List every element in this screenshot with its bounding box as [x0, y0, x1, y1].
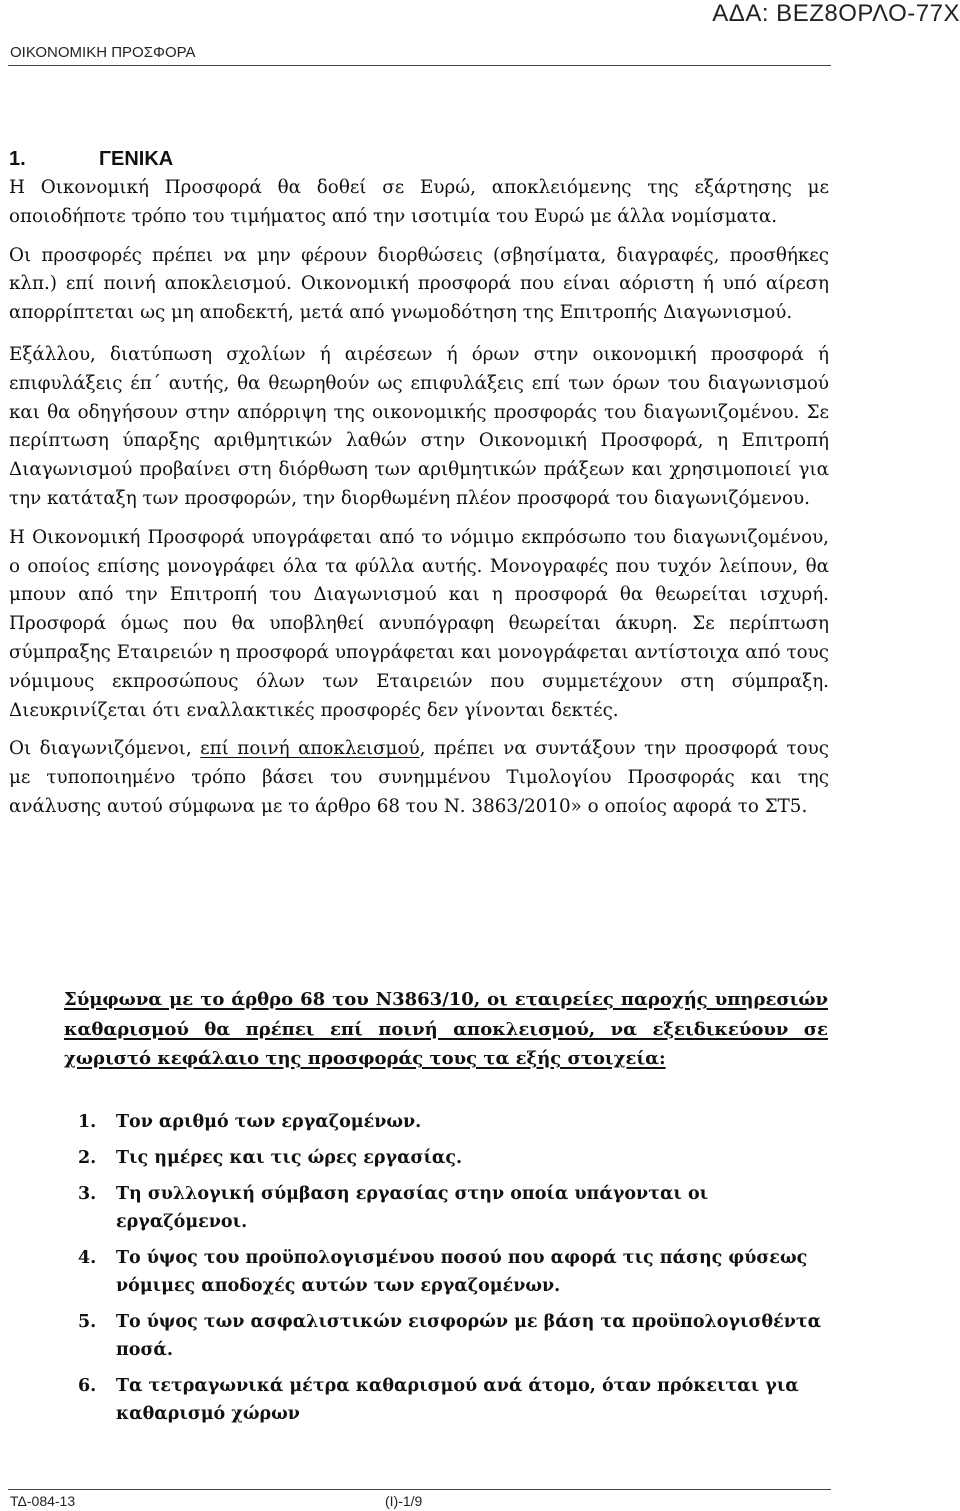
list-item: [78, 1244, 838, 1300]
list-item-text: Τον αριθμό των εργαζομένων.: [116, 1112, 422, 1132]
section-title: ΓΕΝΙΚΑ: [99, 148, 174, 170]
paragraph-signature: Η Οικονομική Προσφορά υπογράφεται από το νόμιμο εκπρόσωπο του διαγωνιζομένου, ο οποίος επίσης μονογράφει όλα τα φύλλα αυτής. Μονογραφές που τυχόν λείπουν, θα μπουν από την Επιτροπή του Διαγωνισμού και η προσφορά θα θεωρείται ισχυρή. Προσφορά όμως που θα υποβληθεί ανυπόγραφη θεωρείται άκυρη. Σε περίπτωση σύμπραξης Εταιρειών η προσφορά υπογράφεται και μονογράφεται αντίστοιχα από τους νόμιμους εκπροσώπους όλων των Εταιρειών που συμμετέχουν στη σύμπραξη. Διευκρινίζεται ότι εναλλακτικές προσφορές δεν γίνονται δεκτές.: [9, 526, 829, 721]
list-item-number: 2.: [78, 1148, 97, 1168]
paragraph-format-start: Οι διαγωνιζόμενοι,: [9, 738, 201, 760]
list-item-number: 5.: [78, 1312, 97, 1332]
section-heading: [9, 145, 829, 174]
list-item-number: 4.: [78, 1248, 97, 1268]
list-item: [78, 1372, 838, 1428]
requirement-intro: [64, 985, 828, 1074]
list-item-text: Τις ημέρες και τις ώρες εργασίας.: [116, 1148, 463, 1168]
list-item: [78, 1180, 838, 1236]
list-item-text: Τη συλλογική σύμβαση εργασίας στην οποία υπάγονται οι εργαζόμενοι.: [116, 1184, 709, 1232]
paragraph-reservations: Εξάλλου, διατύπωση σχολίων ή αιρέσεων ή όρων στην οικονομική προσφορά ή επιφυλάξεις έπ΄ αυτής, θα θεωρηθούν ως επιφυλάξεις επί των όρων του διαγωνισμού και θα οδηγήσουν στην απόρριψη της οικονομικής προσφοράς του διαγωνιζομένου. Σε περίπτωση ύπαρξης αριθμητικών λαθών στην Οικονομική Προσφορά, η Επιτροπή Διαγωνισμού προβαίνει στη διόρθωση των αριθμητικών πράξεων και χρησιμοποιεί για την κατάταξη των προσφορών, την διορθωμένη πλέον προσφορά του διαγωνιζόμενου.: [9, 343, 829, 509]
list-item-number: 3.: [78, 1184, 97, 1204]
paragraph-corrections: Οι προσφορές πρέπει να μην φέρουν διορθώσεις (σβησίματα, διαγραφές, προσθήκες κλπ.) επί ποινή αποκλεισμού. Οικονομική προσφορά που είναι αόριστη ή υπό αίρεση απορρίπτεται ως μη αποδεκτή, μετά από γνωμοδότηση της Επιτροπής Διαγωνισμού.: [9, 244, 829, 324]
paragraph-format-end: , πρέπει να συντάξουν την προσφορά τους με τυποποιημένο τρόπο βάσει του συνημμένου Τιμολογίου Προσφοράς και της ανάλυσης αυτού σύμφωνα με το άρθρο 68 του Ν. 3863/2010» ο οποίος αφορά το ΣΤ5.: [9, 738, 829, 817]
list-item: [78, 1308, 838, 1364]
requirements-list: [78, 1108, 838, 1436]
list-item: [78, 1108, 838, 1136]
paragraph-currency: Η Οικονομική Προσφορά θα δοθεί σε Ευρώ, αποκλειόμενης της εξάρτησης με οποιοδήποτε τρόπο του τιμήματος από την ισοτιμία του Ευρώ με άλλα νομίσματα.: [9, 177, 829, 227]
document-code: ΤΔ-084-13: [10, 1493, 76, 1509]
list-item-text: Το ύψος του προϋπολογισμένου ποσού που αφορά τις πάσης φύσεως νόμιμες αποδοχές αυτών των εργαζομένων.: [116, 1248, 808, 1296]
header-divider: [8, 65, 831, 66]
document-body: [9, 145, 829, 822]
list-item-text: Το ύψος των ασφαλιστικών εισφορών με βάση τα προϋπολογισθέντα ποσά.: [116, 1312, 822, 1360]
requirement-intro-text: Σύμφωνα με το άρθρο 68 του Ν3863/10, οι εταιρείες παροχής υπηρεσιών καθαρισμού θα πρέπει επί ποινή αποκλεισμού, να εξειδικεύουν σε χωριστό κεφάλαιο της προσφοράς τους τα εξής στοιχεία:: [64, 989, 828, 1069]
list-item-number: 6.: [78, 1376, 97, 1396]
section-number: 1.: [9, 148, 26, 170]
list-item-text: Τα τετραγωνικά μέτρα καθαρισμού ανά άτομο, όταν πρόκειται για καθαρισμό χώρων: [116, 1376, 799, 1424]
penalty-underlined: επί ποινή αποκλεισμού: [200, 738, 420, 760]
page-number: (Ι)-1/9: [385, 1493, 423, 1509]
footer-divider: [8, 1489, 831, 1490]
paragraph-format: [9, 735, 829, 821]
list-item: [78, 1144, 838, 1172]
ada-code: ΑΔΑ: ΒΕΖ8ΟΡΛΟ-77Χ: [712, 0, 960, 27]
list-item-number: 1.: [78, 1112, 97, 1132]
header-title: ΟΙΚΟΝΟΜΙΚΗ ΠΡΟΣΦΟΡΑ: [10, 44, 196, 61]
